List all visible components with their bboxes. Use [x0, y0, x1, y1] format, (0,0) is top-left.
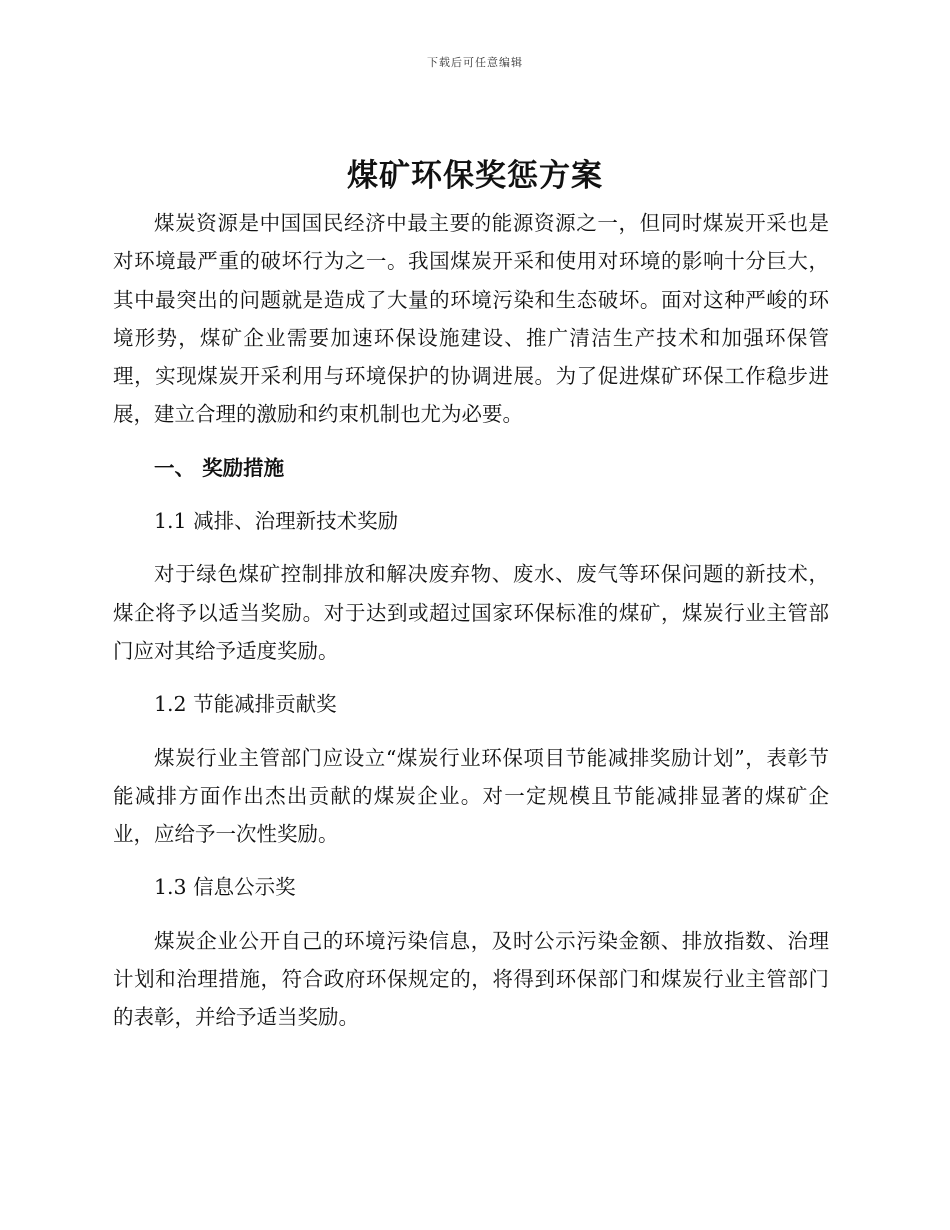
intro-paragraph: 煤炭资源是中国国民经济中最主要的能源资源之一，但同时煤炭开采也是对环境最严重的破坏行为之一。我国煤炭开采和使用对环境的影响十分巨大，其中最突出的问题就是造成了大量的环境污染和生态破坏。面对这种严峻的环境形势，煤矿企业需要加速环保设施建设、推广清洁生产技术和加强环保管理，实现煤炭开采利用与环境保护的协调进展。为了促进煤矿环保工作稳步进展，建立合理的激励和约束机制也尤为必要。	[113, 211, 829, 427]
document-title: 煤矿环保奖惩方案	[347, 158, 603, 194]
page-header: 下载后可任意编辑	[427, 56, 523, 69]
paragraph-1-3: 煤炭企业公开自己的环境污染信息，及时公示污染金额、排放指数、治理计划和治理措施，符合政府环保规定的，将得到环保部门和煤炭行业主管部门的表彰，并给予适当奖励。	[113, 928, 829, 1030]
subheading-1-3: 1.3 信息公示奖	[154, 875, 296, 900]
section-heading-rewards: 一、 奖励措施	[154, 455, 285, 480]
paragraph-1-2: 煤炭行业主管部门应设立“煤炭行业环保项目节能减排奖励计划”，表彰节能减排方面作出杰出贡献的煤炭企业。对一定规模且节能减排显著的煤矿企业，应给予一次性奖励。	[113, 745, 829, 847]
subheading-1-1: 1.1 减排、治理新技术奖励	[154, 509, 399, 534]
subheading-1-2: 1.2 节能减排贡献奖	[154, 692, 337, 717]
document-body	[113, 204, 829, 1052]
paragraph-1-1: 对于绿色煤矿控制排放和解决废弃物、废水、废气等环保问题的新技术，煤企将予以适当奖励。对于达到或超过国家环保标准的煤矿，煤炭行业主管部门应对其给予适度奖励。	[113, 562, 829, 663]
